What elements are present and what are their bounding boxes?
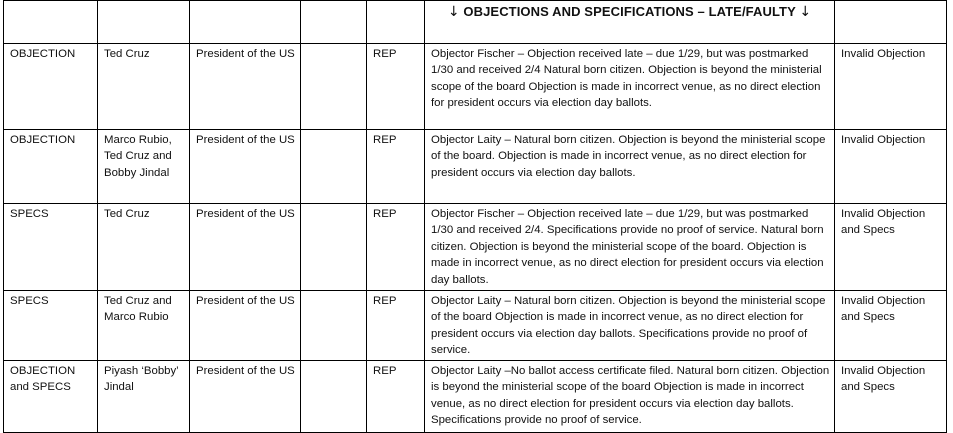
ruling-cell: Invalid Objection — [835, 44, 947, 130]
office-cell: President of the US — [190, 204, 301, 291]
header-cell-office — [190, 1, 301, 44]
office-cell: President of the US — [190, 44, 301, 130]
header-cell-ruling — [835, 1, 947, 44]
table-row — [4, 204, 947, 291]
ruling-cell: Invalid Objection — [835, 130, 947, 204]
filing-type-cell: OBJECTION — [4, 130, 98, 204]
notes-cell: Objector Fischer – Objection received late – due 1/29, but was postmarked 1/30 and received 2/4 Natural born citizen. Objection is beyond the ministerial scope of the board Objection is made in incorrect venue, as no direct election for president occurs via election day ballots. — [425, 44, 835, 130]
party-cell: REP — [367, 361, 425, 433]
table-row — [4, 361, 947, 433]
blank-cell — [301, 204, 367, 291]
header-cell-type — [4, 1, 98, 44]
notes-cell: Objector Laity – Natural born citizen. Objection is beyond the ministerial scope of the board. Objection is made in incorrect venue, as no direct election for president occurs via election day ballots. — [425, 130, 835, 204]
candidate-cell: Ted Cruz — [98, 204, 190, 291]
filing-type-cell: OBJECTION — [4, 44, 98, 130]
party-cell: REP — [367, 44, 425, 130]
party-cell: REP — [367, 130, 425, 204]
party-cell: REP — [367, 204, 425, 291]
table-row — [4, 291, 947, 361]
ruling-cell: Invalid Objection and Specs — [835, 204, 947, 291]
ruling-cell: Invalid Objection and Specs — [835, 291, 947, 361]
blank-cell — [301, 44, 367, 130]
filing-type-cell: SPECS — [4, 204, 98, 291]
candidate-cell: Piyash ‘Bobby’ Jindal — [98, 361, 190, 433]
filing-type-cell: OBJECTION and SPECS — [4, 361, 98, 433]
office-cell: President of the US — [190, 130, 301, 204]
candidate-cell: Marco Rubio, Ted Cruz and Bobby Jindal — [98, 130, 190, 204]
filing-type-cell: SPECS — [4, 291, 98, 361]
section-header — [425, 1, 835, 44]
blank-cell — [301, 361, 367, 433]
ruling-cell: Invalid Objection and Specs — [835, 361, 947, 433]
party-cell: REP — [367, 291, 425, 361]
candidate-cell: Ted Cruz and Marco Rubio — [98, 291, 190, 361]
table-row — [4, 130, 947, 204]
objections-table — [3, 0, 947, 433]
notes-cell: Objector Laity –No ballot access certificate filed. Natural born citizen. Objection is beyond the ministerial scope of the board Objection is made in incorrect venue, as no direct election for president occurs via election day ballots. Specifications provide no proof of service. — [425, 361, 835, 433]
header-cell-party — [367, 1, 425, 44]
notes-cell: Objector Fischer – Objection received late – due 1/29, but was postmarked 1/30 and received 2/4. Specifications provide no proof of service. Natural born citizen. Objection is beyond the ministerial scope of the board. Objection is made in incorrect venue, as no direct election for president occurs via election day ballots. — [425, 204, 835, 291]
office-cell: President of the US — [190, 291, 301, 361]
down-arrow-icon: ↓ — [447, 4, 460, 20]
notes-cell: Objector Laity – Natural born citizen. Objection is beyond the ministerial scope of the board Objection is made in incorrect venue, as no direct election for president occurs via election day ballots. Specifications provide no proof of service. — [425, 291, 835, 361]
office-cell: President of the US — [190, 361, 301, 433]
blank-cell — [301, 130, 367, 204]
down-arrow-icon: ↓ — [799, 4, 812, 20]
header-cell-blank — [301, 1, 367, 44]
candidate-cell: Ted Cruz — [98, 44, 190, 130]
section-title: OBJECTIONS AND SPECIFICATIONS – LATE/FAULTY — [463, 4, 796, 19]
header-cell-candidate — [98, 1, 190, 44]
table-row — [4, 44, 947, 130]
header-row — [4, 1, 947, 44]
blank-cell — [301, 291, 367, 361]
